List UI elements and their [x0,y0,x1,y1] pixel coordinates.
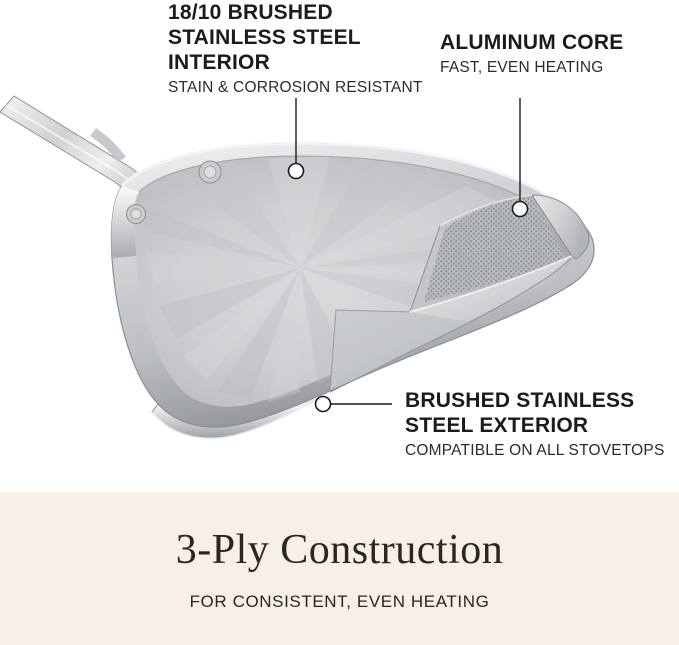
marker-core [513,202,528,217]
callout-interior-subtitle: STAIN & CORROSION RESISTANT [168,79,423,96]
banner-subtitle: FOR CONSISTENT, EVEN HEATING [189,592,490,611]
callout-core-title: ALUMINUM CORE [440,31,624,54]
callout-interior [168,0,436,98]
marker-interior [289,164,304,179]
callout-exterior-subtitle: COMPATIBLE ON ALL STOVETOPS [405,442,665,459]
callout-core-subtitle: FAST, EVEN HEATING [440,59,604,76]
callout-core [440,30,665,78]
construction-banner [0,492,679,645]
callout-interior-title: 18/10 BRUSHED STAINLESS STEEL INTERIOR [168,1,361,74]
callout-exterior-title: BRUSHED STAINLESS STEEL EXTERIOR [405,389,635,437]
callout-exterior [405,388,673,461]
banner-title: 3-Ply Construction [175,527,504,573]
marker-exterior [316,397,331,412]
